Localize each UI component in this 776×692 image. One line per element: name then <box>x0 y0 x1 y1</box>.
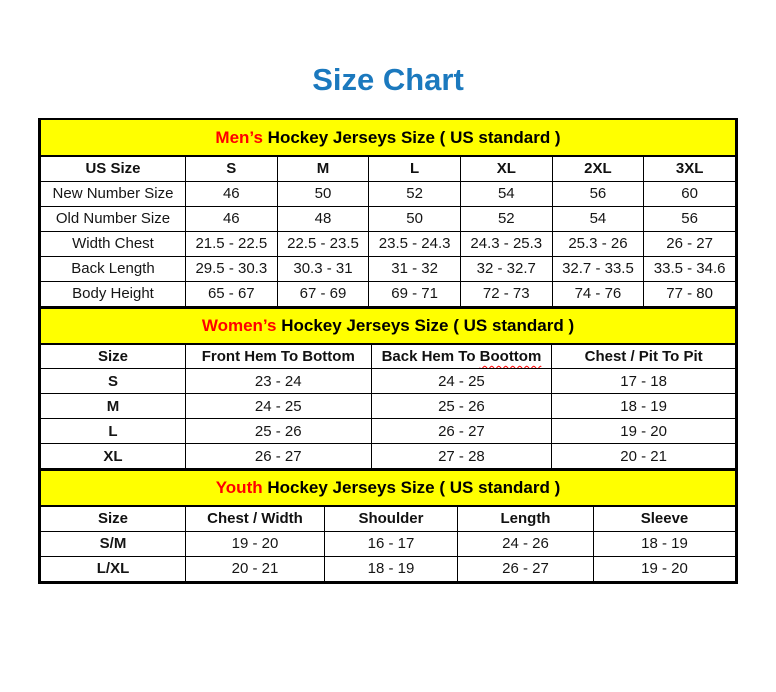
misspelled-word: Boottom <box>479 347 542 365</box>
mens-section-title: Hockey Jerseys Size ( US standard ) <box>262 127 561 147</box>
size-value-cell: 46 <box>185 206 277 231</box>
column-header: S <box>185 156 277 181</box>
table-row <box>41 556 736 581</box>
size-value-cell: 60 <box>644 181 736 206</box>
size-chart-page <box>0 62 776 584</box>
size-value-cell: 52 <box>369 181 461 206</box>
size-value-cell: 21.5 - 22.5 <box>185 231 277 256</box>
size-value-cell: 18 - 19 <box>593 531 735 556</box>
row-label: L <box>41 419 186 444</box>
size-value-cell: 20 - 21 <box>552 444 736 469</box>
size-value-cell: 27 - 28 <box>371 444 552 469</box>
table-row <box>41 444 736 469</box>
womens-category-label: Women’s <box>201 315 277 335</box>
size-value-cell: 23 - 24 <box>185 369 371 394</box>
column-header: 3XL <box>644 156 736 181</box>
table-row <box>41 369 736 394</box>
youth-size-table <box>40 469 736 582</box>
row-label: XL <box>41 444 186 469</box>
size-value-cell: 50 <box>277 181 369 206</box>
size-value-cell: 19 - 20 <box>552 419 736 444</box>
womens-section-header <box>41 308 736 344</box>
size-value-cell: 24 - 25 <box>185 394 371 419</box>
page-title: Size Chart <box>312 62 464 97</box>
column-header: US Size <box>41 156 186 181</box>
column-header: Chest / Pit To Pit <box>552 344 736 369</box>
column-header: Shoulder <box>324 506 457 531</box>
size-value-cell: 46 <box>185 181 277 206</box>
size-value-cell: 19 - 20 <box>185 531 324 556</box>
row-label: M <box>41 394 186 419</box>
size-value-cell: 56 <box>644 206 736 231</box>
size-value-cell: 26 - 27 <box>185 444 371 469</box>
size-value-cell: 69 - 71 <box>369 281 461 306</box>
womens-size-table <box>40 307 736 470</box>
youth-section-header <box>41 470 736 506</box>
size-value-cell: 25 - 26 <box>185 419 371 444</box>
womens-column-header-row <box>41 344 736 369</box>
table-row <box>41 419 736 444</box>
size-value-cell: 50 <box>369 206 461 231</box>
mens-size-table <box>40 120 736 307</box>
size-value-cell: 23.5 - 24.3 <box>369 231 461 256</box>
column-header: Chest / Width <box>185 506 324 531</box>
size-value-cell: 20 - 21 <box>185 556 324 581</box>
size-chart-tables <box>38 118 738 584</box>
table-row <box>41 231 736 256</box>
mens-section-header-row <box>41 120 736 156</box>
size-value-cell: 30.3 - 31 <box>277 256 369 281</box>
row-label: Back Length <box>41 256 186 281</box>
table-row <box>41 281 736 306</box>
size-value-cell: 74 - 76 <box>552 281 644 306</box>
row-label: S/M <box>41 531 186 556</box>
mens-section-header <box>41 120 736 156</box>
size-value-cell: 26 - 27 <box>644 231 736 256</box>
size-value-cell: 18 - 19 <box>324 556 457 581</box>
column-header: Size <box>41 506 186 531</box>
size-value-cell: 67 - 69 <box>277 281 369 306</box>
size-value-cell: 24.3 - 25.3 <box>460 231 552 256</box>
column-header: M <box>277 156 369 181</box>
size-value-cell: 65 - 67 <box>185 281 277 306</box>
size-value-cell: 26 - 27 <box>371 419 552 444</box>
row-label: New Number Size <box>41 181 186 206</box>
size-value-cell: 26 - 27 <box>457 556 593 581</box>
size-value-cell: 19 - 20 <box>593 556 735 581</box>
size-value-cell: 24 - 26 <box>457 531 593 556</box>
column-header-text: Back Hem To <box>381 347 480 365</box>
size-value-cell: 18 - 19 <box>552 394 736 419</box>
table-row <box>41 531 736 556</box>
size-value-cell: 56 <box>552 181 644 206</box>
row-label: Width Chest <box>41 231 186 256</box>
youth-category-label: Youth <box>215 478 263 497</box>
column-header <box>371 344 552 369</box>
size-value-cell: 54 <box>460 181 552 206</box>
column-header: 2XL <box>552 156 644 181</box>
size-value-cell: 33.5 - 34.6 <box>644 256 736 281</box>
column-header: Size <box>41 344 186 369</box>
column-header: Front Hem To Bottom <box>185 344 371 369</box>
size-value-cell: 24 - 25 <box>371 369 552 394</box>
womens-section-header-row <box>41 308 736 344</box>
size-value-cell: 32 - 32.7 <box>460 256 552 281</box>
size-value-cell: 52 <box>460 206 552 231</box>
size-value-cell: 25.3 - 26 <box>552 231 644 256</box>
row-label: S <box>41 369 186 394</box>
size-value-cell: 16 - 17 <box>324 531 457 556</box>
size-value-cell: 72 - 73 <box>460 281 552 306</box>
youth-column-header-row <box>41 506 736 531</box>
column-header: Sleeve <box>593 506 735 531</box>
mens-category-label: Men’s <box>215 127 263 147</box>
size-value-cell: 29.5 - 30.3 <box>185 256 277 281</box>
row-label: Body Height <box>41 281 186 306</box>
youth-section-header-row <box>41 470 736 506</box>
size-value-cell: 32.7 - 33.5 <box>552 256 644 281</box>
mens-column-header-row <box>41 156 736 181</box>
table-row <box>41 206 736 231</box>
size-value-cell: 54 <box>552 206 644 231</box>
table-row <box>41 181 736 206</box>
youth-section-title: Hockey Jerseys Size ( US standard ) <box>262 478 561 497</box>
column-header: Length <box>457 506 593 531</box>
column-header: XL <box>460 156 552 181</box>
table-row <box>41 256 736 281</box>
column-header: L <box>369 156 461 181</box>
row-label: L/XL <box>41 556 186 581</box>
size-value-cell: 17 - 18 <box>552 369 736 394</box>
womens-section-title: Hockey Jerseys Size ( US standard ) <box>276 315 575 335</box>
size-value-cell: 25 - 26 <box>371 394 552 419</box>
size-value-cell: 22.5 - 23.5 <box>277 231 369 256</box>
size-value-cell: 77 - 80 <box>644 281 736 306</box>
size-value-cell: 31 - 32 <box>369 256 461 281</box>
table-row <box>41 394 736 419</box>
size-value-cell: 48 <box>277 206 369 231</box>
row-label: Old Number Size <box>41 206 186 231</box>
